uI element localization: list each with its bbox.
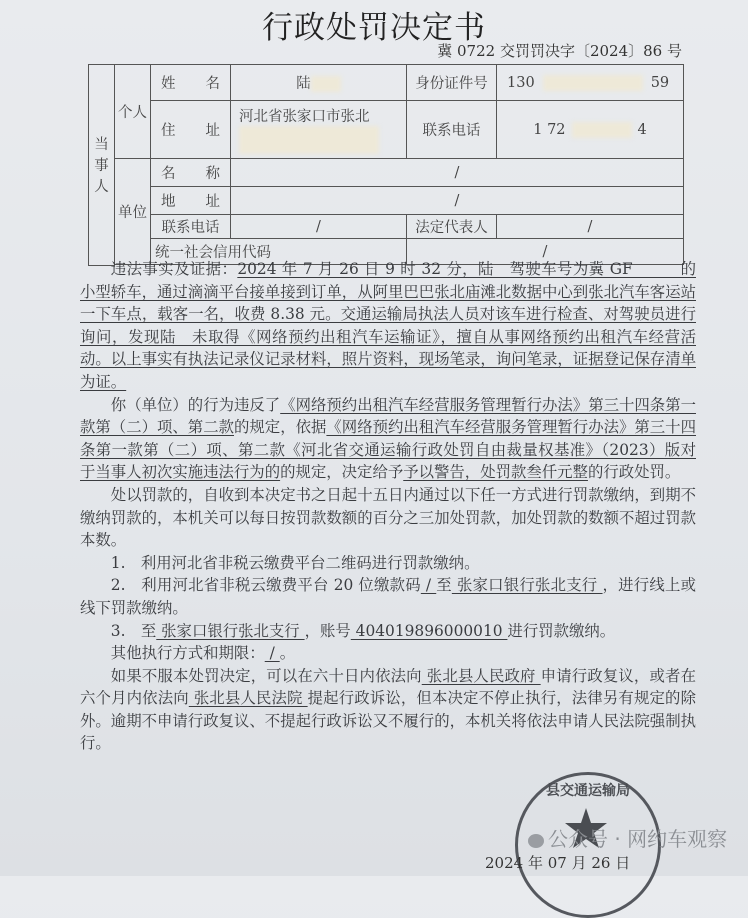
unit-phone-value: /	[231, 215, 407, 239]
method-text: 进行罚款缴纳。	[507, 621, 616, 640]
violation-paragraph	[80, 394, 696, 484]
individual-label: 个人	[115, 65, 151, 159]
facts-paragraph	[80, 258, 696, 394]
facts-text: 2024 年 7 月 26 日 9 时 32 分，陆 驾驶车号为冀 GF 的小型轿车，通过滴滴平台接单接到订单，从阿里巴巴张北庙滩北数据中心到张北汽车客运站一下车点，载客一名，收费 8.38 元。交通运输局执法人员对该车进行检查、对驾驶员进行询问，发现陆 未取得《网络预约出租汽车运输证》，擅自从事网络预约出租汽车经营活动。以上事实有执法记录仪记录材料，照片资料，现场笔录，询问笔录，证据登记保存清单为证。	[80, 260, 696, 391]
violation-text: 你（单位）的行为违反了	[110, 395, 281, 414]
violation-text: 的规定，依据	[234, 418, 327, 437]
appeal-text: 如果不服本处罚决定，可以在六十日内依法向	[110, 666, 422, 685]
document-number: 冀 0722 交罚罚决字〔2024〕86 号	[437, 42, 682, 60]
other-methods-label: 其他执行方式和期限：	[110, 644, 265, 663]
issue-date: 2024 年 07 月 26 日	[485, 854, 631, 872]
phone-label: 联系电话	[407, 101, 497, 159]
other-methods-value: /	[264, 644, 280, 663]
payment-method-3	[80, 620, 696, 643]
bank-name: 张家口银行张北支行	[451, 576, 603, 595]
payment-code: /	[420, 576, 437, 595]
legal-rep-value: /	[497, 215, 684, 239]
credit-code-value: /	[407, 239, 684, 265]
decision-body	[80, 258, 696, 755]
violation-text: 的行政处罚。	[587, 463, 681, 482]
method-text: 3. 至	[110, 621, 157, 640]
watermark-text: 公众号 · 网约车观察	[548, 827, 728, 851]
other-methods: 其他执行方式和期限： / 。	[110, 644, 296, 663]
appeal-text: 提起行政诉讼，但本决定不停止执行，法律另有规定的除外。逾期不申请行政复议、不提起行政诉讼又不履行的，本机关将依法申请人民法院强制执行。	[80, 689, 696, 753]
unit-label: 单位	[115, 159, 151, 265]
unit-phone-label: 联系电话	[151, 215, 231, 239]
seal-text: 县交通运输局	[546, 783, 630, 799]
name-value: 陆	[231, 65, 407, 101]
payment-method-1: 1. 利用河北省非税云缴费平台二维码进行罚款缴纳。	[110, 553, 480, 572]
appeal-paragraph	[80, 665, 696, 755]
court: 张北县人民法院	[188, 689, 308, 708]
method-text: ，账号	[304, 621, 351, 640]
method-text: 2. 利用河北省非税云缴费平台 20 位缴款码	[110, 576, 421, 595]
facts-label: 违法事实及证据：	[110, 260, 238, 278]
address-value: 河北省张家口市张北	[231, 101, 407, 159]
name-label: 姓 名	[151, 65, 231, 101]
address-label: 住 址	[151, 101, 231, 159]
method-text: 至	[436, 576, 452, 595]
unit-name-value: /	[231, 159, 684, 187]
payment-intro: 处以罚款的，自收到本决定书之日起十五日内通过以下任一方式进行罚款缴纳，到期不缴纳罚款的，本机关可以每日按罚款数额的百分之三加处罚款，加处罚款的数额不超过罚款本数。	[80, 485, 696, 550]
violation-text: 的规定，决定给予	[280, 463, 404, 482]
phone-value: 1 72 4	[497, 101, 684, 159]
appeal-text: 申请行政复议，或者在六个月内依法向	[80, 666, 696, 708]
legal-rep-label: 法定代表人	[407, 215, 497, 239]
watermark	[528, 828, 727, 850]
unit-name-label: 名 称	[151, 159, 231, 187]
unit-address-label: 地 址	[151, 187, 231, 215]
penalty: 予以警告，处罚款叁仟元整	[403, 463, 588, 482]
review-authority: 张北县人民政府	[421, 666, 541, 685]
party-label: 当事人	[89, 65, 115, 266]
violated-regulation: 《网络预约出租汽车经营服务管理暂行办法》第三十四条第一款第（二）项、第二款	[80, 395, 696, 437]
document-title: 行政处罚决定书	[262, 10, 486, 46]
credit-code-label: 统一社会信用代码	[151, 239, 407, 265]
legal-basis: 《网络预约出租汽车经营服务管理暂行办法》第三十四条第一款第（二）项、第二款《河北省交通运输行政处罚自由裁量权基准》（2023）版对于当事人初次实施违法行为的	[80, 418, 696, 482]
party-info-table	[88, 64, 684, 266]
account-number: 404019896000010	[350, 621, 508, 640]
unit-address-value: /	[231, 187, 684, 215]
id-label: 身份证件号	[407, 65, 497, 101]
id-value: 130 59	[497, 65, 684, 101]
wechat-icon	[528, 834, 544, 848]
bank-name: 张家口银行张北支行	[156, 621, 305, 640]
payment-method-2	[80, 574, 696, 619]
method-text: ，进行线上或线下罚款缴纳。	[80, 576, 696, 617]
